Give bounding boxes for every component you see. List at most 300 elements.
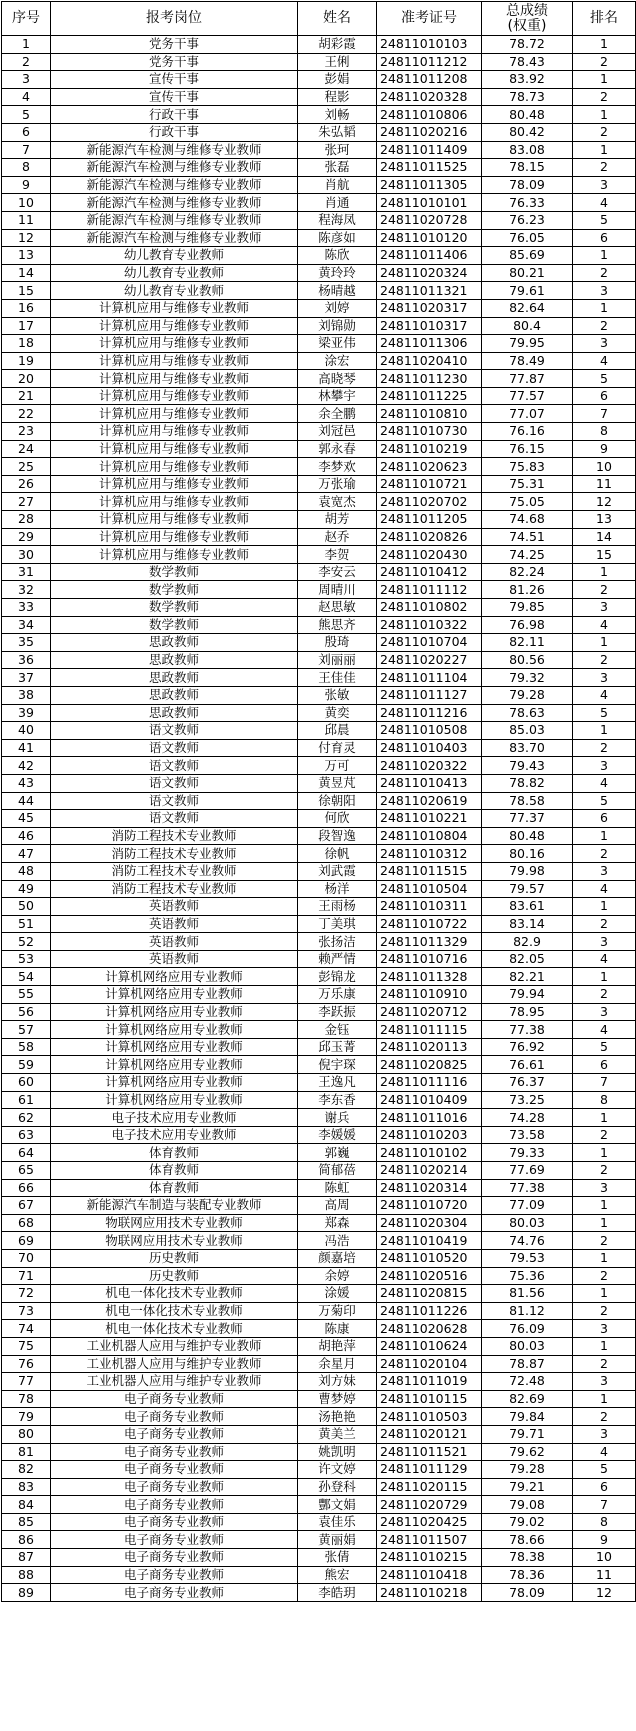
cell-position: 计算机网络应用专业教师 bbox=[51, 968, 298, 986]
cell-seq: 29 bbox=[2, 528, 51, 546]
cell-position: 党务干事 bbox=[51, 36, 298, 54]
cell-score: 78.38 bbox=[482, 1549, 573, 1567]
cell-seq: 54 bbox=[2, 968, 51, 986]
cell-exam-id: 24811010806 bbox=[377, 106, 482, 124]
cell-name: 涂宏 bbox=[298, 352, 377, 370]
cell-exam-id: 24811011225 bbox=[377, 387, 482, 405]
cell-position: 计算机网络应用专业教师 bbox=[51, 986, 298, 1004]
table-row bbox=[2, 1390, 636, 1408]
cell-position: 新能源汽车检测与维修专业教师 bbox=[51, 211, 298, 229]
cell-seq: 27 bbox=[2, 493, 51, 511]
cell-exam-id: 24811010722 bbox=[377, 915, 482, 933]
cell-position: 消防工程技术专业教师 bbox=[51, 880, 298, 898]
cell-seq: 5 bbox=[2, 106, 51, 124]
cell-name: 刘冠邑 bbox=[298, 423, 377, 441]
cell-rank: 4 bbox=[573, 880, 636, 898]
table-row bbox=[2, 1197, 636, 1215]
cell-rank: 1 bbox=[573, 1337, 636, 1355]
cell-seq: 40 bbox=[2, 722, 51, 740]
table-row bbox=[2, 387, 636, 405]
table-row bbox=[2, 880, 636, 898]
cell-seq: 9 bbox=[2, 176, 51, 194]
table-row bbox=[2, 493, 636, 511]
cell-score: 85.69 bbox=[482, 247, 573, 265]
cell-rank: 2 bbox=[573, 915, 636, 933]
cell-score: 85.03 bbox=[482, 722, 573, 740]
cell-name: 倪宇琛 bbox=[298, 1056, 377, 1074]
table-row bbox=[2, 440, 636, 458]
cell-position: 物联网应用技术专业教师 bbox=[51, 1232, 298, 1250]
cell-seq: 58 bbox=[2, 1038, 51, 1056]
table-row bbox=[2, 1074, 636, 1092]
cell-position: 计算机应用与维修专业教师 bbox=[51, 440, 298, 458]
cell-seq: 43 bbox=[2, 774, 51, 792]
cell-position: 工业机器人应用与维护专业教师 bbox=[51, 1373, 298, 1391]
cell-name: 胡艳萍 bbox=[298, 1337, 377, 1355]
table-row bbox=[2, 546, 636, 564]
table-row bbox=[2, 669, 636, 687]
cell-position: 数学教师 bbox=[51, 616, 298, 634]
cell-name: 余星月 bbox=[298, 1355, 377, 1373]
table-row bbox=[2, 634, 636, 652]
table-row bbox=[2, 528, 636, 546]
cell-score: 78.82 bbox=[482, 774, 573, 792]
cell-score: 78.72 bbox=[482, 36, 573, 54]
cell-name: 赵思敏 bbox=[298, 599, 377, 617]
cell-rank: 2 bbox=[573, 1232, 636, 1250]
cell-exam-id: 24811010520 bbox=[377, 1249, 482, 1267]
cell-exam-id: 24811011321 bbox=[377, 282, 482, 300]
cell-position: 电子商务专业教师 bbox=[51, 1513, 298, 1531]
cell-position: 机电一体化技术专业教师 bbox=[51, 1285, 298, 1303]
table-row bbox=[2, 1249, 636, 1267]
cell-name: 杨洋 bbox=[298, 880, 377, 898]
cell-exam-id: 24811010102 bbox=[377, 1144, 482, 1162]
cell-exam-id: 24811011226 bbox=[377, 1302, 482, 1320]
table-row bbox=[2, 282, 636, 300]
cell-exam-id: 24811011521 bbox=[377, 1443, 482, 1461]
cell-seq: 67 bbox=[2, 1197, 51, 1215]
cell-score: 76.05 bbox=[482, 229, 573, 247]
cell-score: 82.11 bbox=[482, 634, 573, 652]
cell-score: 76.23 bbox=[482, 211, 573, 229]
table-row bbox=[2, 335, 636, 353]
cell-exam-id: 24811010215 bbox=[377, 1549, 482, 1567]
cell-position: 电子商务专业教师 bbox=[51, 1531, 298, 1549]
cell-seq: 24 bbox=[2, 440, 51, 458]
cell-exam-id: 24811010317 bbox=[377, 317, 482, 335]
table-row bbox=[2, 845, 636, 863]
cell-position: 计算机应用与维修专业教师 bbox=[51, 458, 298, 476]
cell-seq: 65 bbox=[2, 1162, 51, 1180]
cell-exam-id: 24811011019 bbox=[377, 1373, 482, 1391]
cell-position: 电子商务专业教师 bbox=[51, 1425, 298, 1443]
cell-name: 汤艳艳 bbox=[298, 1408, 377, 1426]
cell-rank: 10 bbox=[573, 458, 636, 476]
cell-rank: 11 bbox=[573, 1566, 636, 1584]
cell-score: 72.48 bbox=[482, 1373, 573, 1391]
cell-rank: 2 bbox=[573, 1302, 636, 1320]
cell-score: 79.28 bbox=[482, 686, 573, 704]
cell-seq: 57 bbox=[2, 1021, 51, 1039]
cell-name: 黄昱芃 bbox=[298, 774, 377, 792]
table-row bbox=[2, 370, 636, 388]
table-row bbox=[2, 651, 636, 669]
cell-rank: 1 bbox=[573, 722, 636, 740]
table-row bbox=[2, 686, 636, 704]
cell-rank: 1 bbox=[573, 1144, 636, 1162]
table-row bbox=[2, 1549, 636, 1567]
cell-score: 78.63 bbox=[482, 704, 573, 722]
cell-name: 颜嘉培 bbox=[298, 1249, 377, 1267]
cell-exam-id: 24811011104 bbox=[377, 669, 482, 687]
cell-position: 宣传干事 bbox=[51, 88, 298, 106]
cell-exam-id: 24811010203 bbox=[377, 1126, 482, 1144]
table-row bbox=[2, 1355, 636, 1373]
cell-exam-id: 24811011230 bbox=[377, 370, 482, 388]
cell-score: 79.08 bbox=[482, 1496, 573, 1514]
cell-name: 李安云 bbox=[298, 563, 377, 581]
header-position: 报考岗位 bbox=[51, 2, 298, 36]
cell-position: 机电一体化技术专业教师 bbox=[51, 1320, 298, 1338]
cell-position: 电子商务专业教师 bbox=[51, 1408, 298, 1426]
cell-exam-id: 24811011127 bbox=[377, 686, 482, 704]
cell-seq: 31 bbox=[2, 563, 51, 581]
cell-seq: 26 bbox=[2, 475, 51, 493]
cell-name: 王佳佳 bbox=[298, 669, 377, 687]
cell-position: 计算机应用与维修专业教师 bbox=[51, 405, 298, 423]
cell-exam-id: 24811010504 bbox=[377, 880, 482, 898]
cell-rank: 1 bbox=[573, 36, 636, 54]
cell-seq: 36 bbox=[2, 651, 51, 669]
cell-exam-id: 24811020623 bbox=[377, 458, 482, 476]
cell-seq: 55 bbox=[2, 986, 51, 1004]
cell-position: 新能源汽车检测与维修专业教师 bbox=[51, 141, 298, 159]
cell-name: 刘丽丽 bbox=[298, 651, 377, 669]
cell-rank: 2 bbox=[573, 739, 636, 757]
cell-seq: 69 bbox=[2, 1232, 51, 1250]
cell-position: 电子技术应用专业教师 bbox=[51, 1126, 298, 1144]
cell-name: 刘畅 bbox=[298, 106, 377, 124]
cell-position: 思政教师 bbox=[51, 669, 298, 687]
cell-score: 79.33 bbox=[482, 1144, 573, 1162]
cell-exam-id: 24811020826 bbox=[377, 528, 482, 546]
table-row bbox=[2, 810, 636, 828]
cell-name: 李皓玥 bbox=[298, 1584, 377, 1602]
cell-exam-id: 24811011212 bbox=[377, 53, 482, 71]
cell-name: 余婷 bbox=[298, 1267, 377, 1285]
cell-rank: 7 bbox=[573, 1496, 636, 1514]
cell-seq: 88 bbox=[2, 1566, 51, 1584]
cell-score: 80.16 bbox=[482, 845, 573, 863]
cell-exam-id: 24811010120 bbox=[377, 229, 482, 247]
table-row bbox=[2, 53, 636, 71]
cell-rank: 12 bbox=[573, 1584, 636, 1602]
cell-rank: 7 bbox=[573, 405, 636, 423]
cell-name: 付育灵 bbox=[298, 739, 377, 757]
cell-score: 79.85 bbox=[482, 599, 573, 617]
cell-score: 77.57 bbox=[482, 387, 573, 405]
cell-exam-id: 24811011216 bbox=[377, 704, 482, 722]
cell-seq: 20 bbox=[2, 370, 51, 388]
cell-score: 78.73 bbox=[482, 88, 573, 106]
cell-score: 83.92 bbox=[482, 71, 573, 89]
cell-rank: 1 bbox=[573, 299, 636, 317]
table-row bbox=[2, 827, 636, 845]
cell-score: 80.4 bbox=[482, 317, 573, 335]
cell-position: 语文教师 bbox=[51, 722, 298, 740]
cell-score: 79.98 bbox=[482, 862, 573, 880]
cell-seq: 42 bbox=[2, 757, 51, 775]
cell-score: 80.48 bbox=[482, 106, 573, 124]
cell-seq: 68 bbox=[2, 1214, 51, 1232]
cell-rank: 5 bbox=[573, 211, 636, 229]
cell-exam-id: 24811011116 bbox=[377, 1074, 482, 1092]
table-row bbox=[2, 1003, 636, 1021]
cell-seq: 64 bbox=[2, 1144, 51, 1162]
cell-exam-id: 24811011515 bbox=[377, 862, 482, 880]
cell-rank: 4 bbox=[573, 616, 636, 634]
cell-name: 谢兵 bbox=[298, 1109, 377, 1127]
cell-rank: 3 bbox=[573, 176, 636, 194]
cell-score: 80.03 bbox=[482, 1214, 573, 1232]
cell-name: 杨晴越 bbox=[298, 282, 377, 300]
cell-rank: 5 bbox=[573, 370, 636, 388]
cell-rank: 4 bbox=[573, 686, 636, 704]
header-seq: 序号 bbox=[2, 2, 51, 36]
cell-score: 74.68 bbox=[482, 511, 573, 529]
cell-name: 刘武霞 bbox=[298, 862, 377, 880]
cell-position: 行政干事 bbox=[51, 123, 298, 141]
cell-exam-id: 24811020410 bbox=[377, 352, 482, 370]
cell-exam-id: 24811020324 bbox=[377, 264, 482, 282]
cell-score: 77.07 bbox=[482, 405, 573, 423]
table-row bbox=[2, 352, 636, 370]
cell-position: 计算机网络应用专业教师 bbox=[51, 1091, 298, 1109]
cell-name: 郑森 bbox=[298, 1214, 377, 1232]
cell-position: 计算机应用与维修专业教师 bbox=[51, 335, 298, 353]
table-row bbox=[2, 194, 636, 212]
cell-score: 79.71 bbox=[482, 1425, 573, 1443]
cell-rank: 3 bbox=[573, 862, 636, 880]
cell-rank: 2 bbox=[573, 1355, 636, 1373]
cell-seq: 87 bbox=[2, 1549, 51, 1567]
cell-exam-id: 24811020322 bbox=[377, 757, 482, 775]
cell-rank: 1 bbox=[573, 827, 636, 845]
cell-name: 许文婷 bbox=[298, 1461, 377, 1479]
cell-seq: 10 bbox=[2, 194, 51, 212]
cell-seq: 3 bbox=[2, 71, 51, 89]
cell-exam-id: 24811010508 bbox=[377, 722, 482, 740]
cell-exam-id: 24811011306 bbox=[377, 335, 482, 353]
cell-exam-id: 24811011129 bbox=[377, 1461, 482, 1479]
cell-rank: 6 bbox=[573, 229, 636, 247]
cell-score: 76.09 bbox=[482, 1320, 573, 1338]
cell-score: 77.87 bbox=[482, 370, 573, 388]
cell-seq: 51 bbox=[2, 915, 51, 933]
table-row bbox=[2, 1531, 636, 1549]
cell-rank: 5 bbox=[573, 1038, 636, 1056]
cell-exam-id: 24811011329 bbox=[377, 933, 482, 951]
cell-name: 邱晨 bbox=[298, 722, 377, 740]
cell-name: 徐帆 bbox=[298, 845, 377, 863]
cell-exam-id: 24811020317 bbox=[377, 299, 482, 317]
cell-seq: 52 bbox=[2, 933, 51, 951]
table-row bbox=[2, 264, 636, 282]
cell-name: 刘方妹 bbox=[298, 1373, 377, 1391]
cell-position: 电子商务专业教师 bbox=[51, 1443, 298, 1461]
cell-score: 76.98 bbox=[482, 616, 573, 634]
cell-seq: 71 bbox=[2, 1267, 51, 1285]
table-row bbox=[2, 739, 636, 757]
table-row bbox=[2, 774, 636, 792]
cell-seq: 44 bbox=[2, 792, 51, 810]
cell-score: 82.24 bbox=[482, 563, 573, 581]
cell-score: 82.69 bbox=[482, 1390, 573, 1408]
cell-name: 张扬洁 bbox=[298, 933, 377, 951]
cell-seq: 86 bbox=[2, 1531, 51, 1549]
cell-score: 79.62 bbox=[482, 1443, 573, 1461]
cell-exam-id: 24811020113 bbox=[377, 1038, 482, 1056]
table-row bbox=[2, 722, 636, 740]
cell-seq: 21 bbox=[2, 387, 51, 405]
cell-score: 83.14 bbox=[482, 915, 573, 933]
table-row bbox=[2, 792, 636, 810]
cell-seq: 11 bbox=[2, 211, 51, 229]
table-row bbox=[2, 1496, 636, 1514]
cell-score: 74.28 bbox=[482, 1109, 573, 1127]
cell-position: 计算机网络应用专业教师 bbox=[51, 1056, 298, 1074]
cell-name: 袁佳乐 bbox=[298, 1513, 377, 1531]
cell-rank: 2 bbox=[573, 264, 636, 282]
cell-exam-id: 24811010804 bbox=[377, 827, 482, 845]
cell-rank: 11 bbox=[573, 475, 636, 493]
cell-seq: 89 bbox=[2, 1584, 51, 1602]
cell-seq: 13 bbox=[2, 247, 51, 265]
cell-rank: 13 bbox=[573, 511, 636, 529]
cell-exam-id: 24811020825 bbox=[377, 1056, 482, 1074]
cell-name: 李跃振 bbox=[298, 1003, 377, 1021]
cell-exam-id: 24811020328 bbox=[377, 88, 482, 106]
cell-exam-id: 24811020121 bbox=[377, 1425, 482, 1443]
table-row bbox=[2, 968, 636, 986]
cell-rank: 2 bbox=[573, 651, 636, 669]
cell-position: 电子商务专业教师 bbox=[51, 1478, 298, 1496]
cell-rank: 2 bbox=[573, 53, 636, 71]
cell-rank: 1 bbox=[573, 247, 636, 265]
cell-score: 78.87 bbox=[482, 1355, 573, 1373]
cell-position: 历史教师 bbox=[51, 1267, 298, 1285]
cell-rank: 4 bbox=[573, 774, 636, 792]
cell-seq: 63 bbox=[2, 1126, 51, 1144]
cell-exam-id: 24811010802 bbox=[377, 599, 482, 617]
table-row bbox=[2, 862, 636, 880]
cell-score: 74.51 bbox=[482, 528, 573, 546]
cell-name: 梁亚伟 bbox=[298, 335, 377, 353]
cell-name: 郭永春 bbox=[298, 440, 377, 458]
table-row bbox=[2, 563, 636, 581]
cell-seq: 59 bbox=[2, 1056, 51, 1074]
table-row bbox=[2, 704, 636, 722]
cell-seq: 72 bbox=[2, 1285, 51, 1303]
cell-seq: 38 bbox=[2, 686, 51, 704]
table-row bbox=[2, 1056, 636, 1074]
table-row bbox=[2, 159, 636, 177]
header-rank: 排名 bbox=[573, 2, 636, 36]
table-row bbox=[2, 176, 636, 194]
cell-rank: 2 bbox=[573, 1162, 636, 1180]
cell-name: 金钰 bbox=[298, 1021, 377, 1039]
cell-name: 刘婷 bbox=[298, 299, 377, 317]
cell-exam-id: 24811020216 bbox=[377, 123, 482, 141]
cell-name: 张倩 bbox=[298, 1549, 377, 1567]
cell-seq: 6 bbox=[2, 123, 51, 141]
cell-exam-id: 24811020728 bbox=[377, 211, 482, 229]
cell-position: 电子技术应用专业教师 bbox=[51, 1109, 298, 1127]
cell-position: 电子商务专业教师 bbox=[51, 1549, 298, 1567]
cell-score: 73.58 bbox=[482, 1126, 573, 1144]
cell-name: 万可 bbox=[298, 757, 377, 775]
cell-rank: 1 bbox=[573, 1109, 636, 1127]
cell-seq: 85 bbox=[2, 1513, 51, 1531]
cell-seq: 16 bbox=[2, 299, 51, 317]
table-row bbox=[2, 317, 636, 335]
cell-score: 77.38 bbox=[482, 1021, 573, 1039]
cell-exam-id: 24811010721 bbox=[377, 475, 482, 493]
cell-name: 程海凤 bbox=[298, 211, 377, 229]
table-row bbox=[2, 1126, 636, 1144]
cell-score: 83.08 bbox=[482, 141, 573, 159]
cell-score: 80.48 bbox=[482, 827, 573, 845]
cell-seq: 74 bbox=[2, 1320, 51, 1338]
cell-name: 丁美琪 bbox=[298, 915, 377, 933]
table-row bbox=[2, 1232, 636, 1250]
cell-name: 李东香 bbox=[298, 1091, 377, 1109]
cell-seq: 61 bbox=[2, 1091, 51, 1109]
cell-name: 程影 bbox=[298, 88, 377, 106]
cell-name: 王雨杨 bbox=[298, 898, 377, 916]
cell-exam-id: 24811010103 bbox=[377, 36, 482, 54]
cell-rank: 10 bbox=[573, 1549, 636, 1567]
cell-position: 语文教师 bbox=[51, 792, 298, 810]
cell-seq: 25 bbox=[2, 458, 51, 476]
cell-seq: 66 bbox=[2, 1179, 51, 1197]
table-row bbox=[2, 1091, 636, 1109]
cell-exam-id: 24811011328 bbox=[377, 968, 482, 986]
cell-rank: 2 bbox=[573, 1126, 636, 1144]
cell-score: 79.32 bbox=[482, 669, 573, 687]
table-header bbox=[2, 2, 636, 36]
cell-exam-id: 24811011112 bbox=[377, 581, 482, 599]
cell-name: 李媛媛 bbox=[298, 1126, 377, 1144]
cell-position: 计算机应用与维修专业教师 bbox=[51, 475, 298, 493]
table-row bbox=[2, 1408, 636, 1426]
cell-exam-id: 24811020115 bbox=[377, 1478, 482, 1496]
cell-score: 82.64 bbox=[482, 299, 573, 317]
cell-seq: 1 bbox=[2, 36, 51, 54]
cell-rank: 4 bbox=[573, 1443, 636, 1461]
cell-seq: 46 bbox=[2, 827, 51, 845]
cell-name: 胡彩霞 bbox=[298, 36, 377, 54]
table-row bbox=[2, 1478, 636, 1496]
cell-name: 徐朝阳 bbox=[298, 792, 377, 810]
cell-exam-id: 24811010716 bbox=[377, 950, 482, 968]
cell-score: 76.16 bbox=[482, 423, 573, 441]
cell-exam-id: 24811020729 bbox=[377, 1496, 482, 1514]
cell-rank: 4 bbox=[573, 194, 636, 212]
cell-score: 75.83 bbox=[482, 458, 573, 476]
cell-position: 计算机应用与维修专业教师 bbox=[51, 493, 298, 511]
